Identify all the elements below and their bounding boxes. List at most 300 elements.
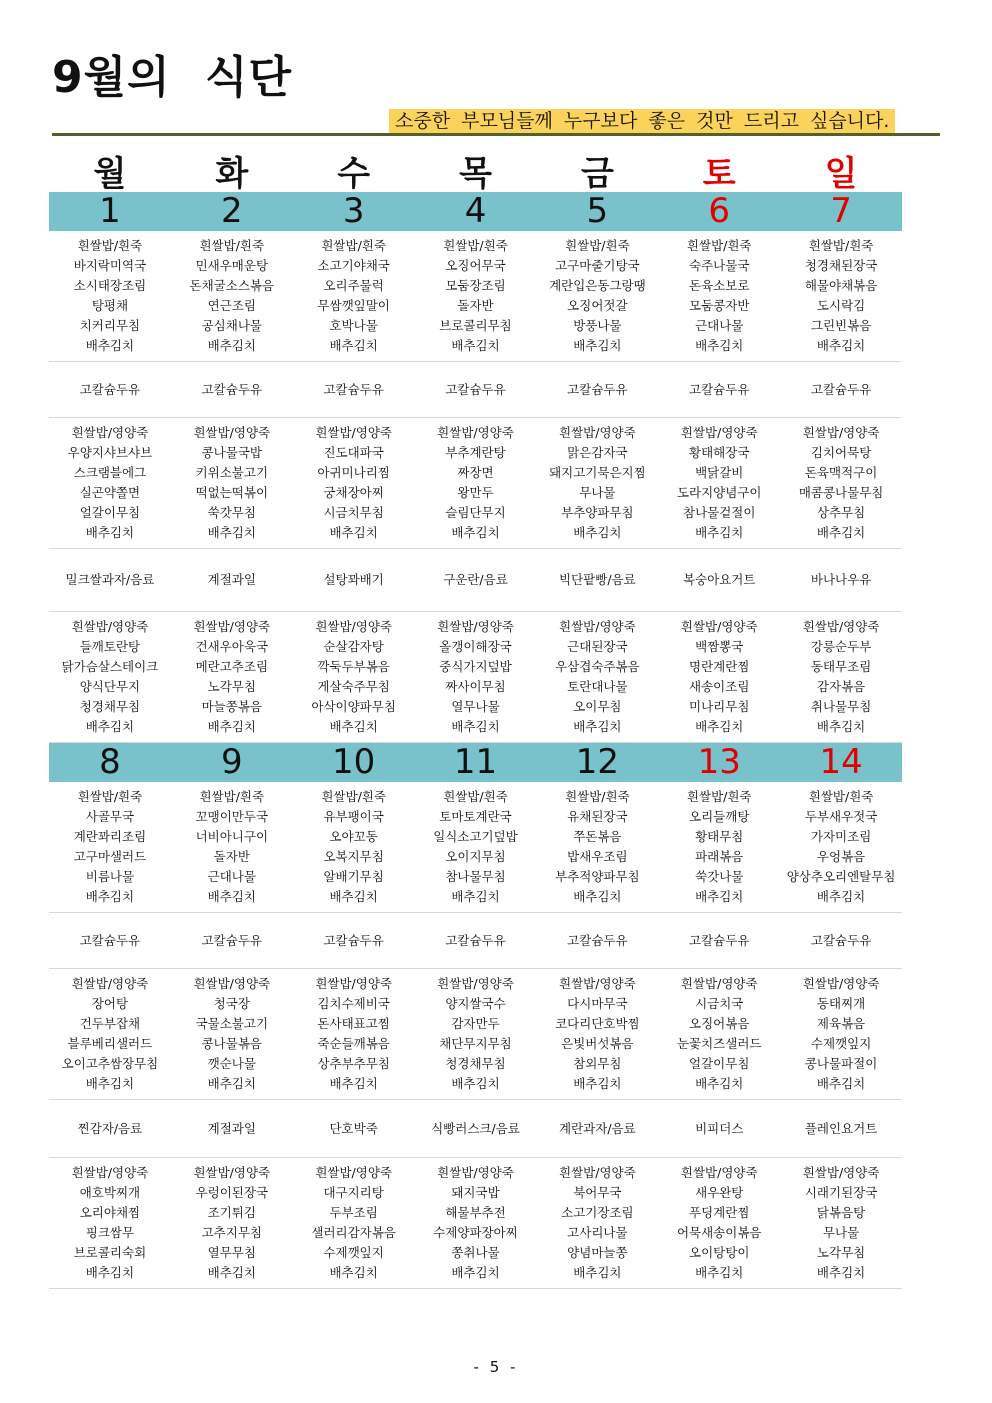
snack-cell: 고칼슘두유: [445, 932, 506, 948]
menu-item: 흰쌀밥/흰죽: [443, 238, 508, 253]
meal-cell: [536, 423, 658, 543]
menu-item: 메란고추조림: [195, 659, 269, 674]
menu-item: 오이고추쌈장무침: [61, 1056, 159, 1071]
meal-cell: [780, 617, 902, 737]
menu-item: 배추김치: [573, 525, 622, 540]
menu-item: 눈꽃치즈샐러드: [676, 1036, 762, 1051]
menu-item: 흰쌀밥/흰죽: [686, 238, 752, 253]
lunch-row: [49, 969, 902, 1100]
snack-cell: 고칼슘두유: [201, 381, 262, 397]
menu-item: 배추김치: [329, 338, 378, 353]
menu-item: 은빛버섯볶음: [561, 1036, 634, 1051]
menu-item: 양상추오리엔탈무침: [786, 869, 896, 884]
menu-item: 콩나물국밥: [201, 445, 262, 460]
meal-cell: [658, 1163, 780, 1283]
menu-item: 흰쌀밥/영양죽: [71, 425, 149, 440]
menu-item: 흰쌀밥/흰죽: [808, 789, 874, 804]
menu-item: 배추김치: [451, 1076, 500, 1091]
menu-item: 얼갈이무침: [79, 505, 141, 520]
menu-item: 흰쌀밥/영양죽: [193, 425, 271, 440]
menu-item: 푸딩계란찜: [689, 1205, 750, 1220]
menu-item: 슬림단무지: [445, 505, 506, 520]
menu-item: 근대나물: [207, 869, 256, 884]
meal-cell: [536, 617, 658, 737]
menu-item: 흰쌀밥/영양죽: [71, 976, 149, 991]
menu-item: 백짬뽕국: [695, 639, 744, 654]
meal-cell: [415, 617, 537, 737]
menu-item: 블루베리샐러드: [67, 1036, 153, 1051]
menu-item: 고추지무침: [201, 1225, 262, 1240]
menu-item: 흰쌀밥/영양죽: [71, 1165, 149, 1180]
date-number: 5: [586, 191, 609, 231]
menu-item: 흰쌀밥/영양죽: [802, 425, 880, 440]
menu-item: 공심채나물: [201, 318, 262, 333]
menu-item: 흰쌀밥/영양죽: [315, 425, 392, 440]
snack-cell: 바나나우유: [810, 572, 872, 587]
menu-item: 김치어묵탕: [810, 445, 872, 460]
dinner-row: [49, 1158, 902, 1289]
menu-item: 바지락미역국: [73, 258, 147, 273]
menu-item: 노각무침: [816, 1245, 866, 1260]
menu-item: 흰쌀밥/영양죽: [71, 619, 149, 634]
meal-cell: [415, 974, 537, 1094]
menu-item: 왕만두: [457, 485, 494, 500]
meal-cell: [171, 617, 293, 737]
meal-cell: [293, 1163, 415, 1283]
menu-item: 미나리무침: [689, 699, 750, 714]
menu-item: 돌자반: [213, 849, 250, 864]
breakfast-row: [49, 782, 902, 913]
menu-item: 꼬맹이만두국: [195, 809, 269, 824]
menu-item: 흰쌀밥/영양죽: [680, 425, 758, 440]
menu-item: 흰쌀밥/흰죽: [321, 789, 386, 804]
menu-item: 샐러리감자볶음: [311, 1225, 396, 1240]
menu-item: 매콤콩나물무침: [798, 485, 884, 500]
menu-item: 새송이조림: [689, 679, 750, 694]
menu-item: 민새우매운탕: [195, 258, 269, 273]
menu-item: 배추김치: [816, 1076, 866, 1091]
meal-cell: [415, 423, 537, 543]
menu-item: 흰쌀밥/영양죽: [315, 976, 392, 991]
menu-item: 쫑취나물: [451, 1245, 500, 1260]
menu-item: 배추김치: [451, 1265, 500, 1280]
weekday-mon: 월: [93, 153, 127, 194]
menu-item: 해물야채볶음: [804, 278, 878, 293]
snack-cell: 고칼슘두유: [445, 381, 506, 397]
meal-cell: [171, 1163, 293, 1283]
meal-cell: [536, 974, 658, 1094]
menu-item: 중식가지덮밥: [439, 659, 512, 674]
menu-item: 브로콜리숙회: [73, 1245, 147, 1260]
menu-item: 치커리무침: [79, 318, 141, 333]
date-number: 13: [697, 742, 741, 782]
date-number: 8: [99, 742, 121, 782]
menu-item: 코다리단호박찜: [555, 1016, 640, 1031]
menu-item: 아귀미나리찜: [317, 465, 390, 480]
weekday-fri: 금: [580, 153, 614, 194]
menu-item: 참나물겉절이: [683, 505, 756, 520]
meal-cell: [49, 1163, 171, 1283]
menu-item: 유부팽이국: [323, 809, 384, 824]
menu-item: 흰쌀밥/영양죽: [680, 1165, 758, 1180]
menu-item: 가자미조림: [810, 829, 872, 844]
menu-item: 실곤약쫄면: [79, 485, 141, 500]
snack-cell: 식빵러스크/음료: [431, 1120, 520, 1136]
menu-item: 돈육소보로: [689, 278, 750, 293]
menu-item: 동태무조림: [810, 659, 872, 674]
menu-item: 오리주물럭: [323, 278, 384, 293]
snack-cell: 밀크쌀과자/음료: [65, 572, 155, 587]
menu-item: 숙주나물국: [689, 258, 750, 273]
menu-item: 돼지국밥: [451, 1185, 500, 1200]
menu-item: 너비아니구이: [195, 829, 269, 844]
date-number: 2: [220, 191, 243, 231]
snack-cell: 고칼슘두유: [810, 381, 872, 397]
menu-item: 배추김치: [451, 525, 500, 540]
menu-item: 국물소불고기: [195, 1016, 269, 1031]
menu-item: 열무무침: [207, 1245, 256, 1260]
menu-item: 배추김치: [573, 1076, 622, 1091]
menu-item: 강릉순두부: [810, 639, 872, 654]
menu-item: 깻순나물: [207, 1056, 256, 1071]
menu-item: 알배기무침: [323, 869, 384, 884]
menu-item: 새우완탕: [695, 1185, 744, 1200]
menu-item: 돈사태표고찜: [317, 1016, 390, 1031]
menu-item: 건두부잡채: [79, 1016, 141, 1031]
menu-item: 노각무침: [207, 679, 256, 694]
meal-cell: [171, 236, 293, 356]
menu-item: 쭈돈볶음: [573, 829, 622, 844]
menu-item: 모둠장조림: [445, 278, 506, 293]
menu-item: 흰쌀밥/영양죽: [802, 976, 880, 991]
meal-cell: [415, 236, 537, 356]
meal-cell: [171, 974, 293, 1094]
menu-item: 황태무침: [695, 829, 744, 844]
menu-item: 근대나물: [695, 318, 744, 333]
menu-item: 무쌈깻잎말이: [317, 298, 390, 313]
menu-item: 흰쌀밥/흰죽: [199, 789, 265, 804]
menu-item: 소고기장조림: [561, 1205, 634, 1220]
menu-item: 오리들깨탕: [689, 809, 750, 824]
meal-cell: [536, 1163, 658, 1283]
meal-cell: [658, 974, 780, 1094]
menu-item: 흰쌀밥/영양죽: [802, 1165, 880, 1180]
menu-item: 흰쌀밥/영양죽: [315, 619, 392, 634]
snack-cell: 고칼슘두유: [567, 932, 628, 948]
menu-item: 배추김치: [695, 889, 744, 904]
menu-item: 배추김치: [207, 525, 256, 540]
date-number: 6: [708, 191, 731, 231]
menu-item: 쑥갓나물: [695, 869, 744, 884]
menu-item: 브로콜리무침: [439, 318, 512, 333]
menu-item: 아삭이양파무침: [311, 699, 396, 714]
menu-item: 핑크쌈무: [85, 1225, 135, 1240]
meal-cell: [780, 1163, 902, 1283]
date-number: 10: [332, 742, 376, 782]
menu-item: 돈육맥적구이: [804, 465, 878, 480]
meal-cell: [49, 974, 171, 1094]
menu-item: 배추김치: [695, 719, 744, 734]
menu-item: 배추김치: [451, 338, 500, 353]
meal-cell: [780, 974, 902, 1094]
menu-item: 백닭갈비: [695, 465, 744, 480]
weekday-sun: 일: [824, 153, 858, 194]
menu-item: 배추김치: [329, 1076, 378, 1091]
menu-item: 청국장: [213, 996, 250, 1011]
menu-item: 얼갈이무침: [689, 1056, 750, 1071]
date-number: 11: [453, 742, 498, 782]
menu-item: 수제깻잎지: [810, 1036, 872, 1051]
meal-cell: [780, 423, 902, 543]
menu-item: 애호박찌개: [79, 1185, 141, 1200]
menu-item: 방풍나물: [573, 318, 622, 333]
menu-item: 흰쌀밥/영양죽: [437, 619, 514, 634]
meal-cell: [49, 617, 171, 737]
menu-item: 배추김치: [695, 1076, 744, 1091]
menu-item: 배추김치: [695, 1265, 744, 1280]
menu-item: 배추김치: [329, 719, 378, 734]
menu-item: 배추김치: [695, 525, 744, 540]
menu-item: 배추김치: [573, 1265, 622, 1280]
menu-item: 배추김치: [207, 889, 256, 904]
menu-item: 조기튀김: [207, 1205, 256, 1220]
menu-item: 짜장면: [457, 465, 494, 480]
menu-item: 토란대나물: [567, 679, 628, 694]
menu-item: 참외무침: [573, 1056, 622, 1071]
menu-item: 흰쌀밥/영양죽: [193, 976, 271, 991]
snack-cell: 고칼슘두유: [79, 381, 141, 397]
menu-item: 상추무침: [816, 505, 866, 520]
meal-cell: [293, 617, 415, 737]
snack-cell: 계절과일: [207, 572, 256, 587]
meal-cell: [171, 787, 293, 907]
menu-item: 유채된장국: [567, 809, 628, 824]
menu-item: 배추김치: [85, 1265, 135, 1280]
menu-item: 닭볶음탕: [816, 1205, 866, 1220]
menu-item: 죽순들깨볶음: [317, 1036, 390, 1051]
menu-item: 어묵새송이볶음: [676, 1225, 762, 1240]
date-number: 1: [99, 191, 121, 231]
date-number: 3: [342, 191, 365, 231]
menu-item: 흰쌀밥/영양죽: [315, 1165, 392, 1180]
menu-item: 오복지무침: [323, 849, 384, 864]
date-number: 12: [575, 742, 619, 782]
menu-item: 토마토계란국: [439, 809, 512, 824]
menu-item: 제육볶음: [816, 1016, 866, 1031]
menu-item: 도라지양념구이: [676, 485, 762, 500]
menu-item: 부추계란탕: [445, 445, 506, 460]
snack-cell: 단호박죽: [329, 1120, 378, 1136]
page-title: 9월의 식단: [52, 52, 292, 103]
menu-item: 배추김치: [329, 525, 378, 540]
meal-cell: [49, 236, 171, 356]
menu-item: 흰쌀밥/흰죽: [565, 789, 630, 804]
menu-item: 흰쌀밥/영양죽: [680, 619, 758, 634]
lunch-row: [49, 418, 902, 549]
menu-item: 궁채장아찌: [323, 485, 384, 500]
menu-item: 배추김치: [816, 525, 866, 540]
menu-item: 배추김치: [816, 338, 866, 353]
snack-cell: 복숭아요거트: [683, 572, 756, 587]
menu-item: 대구지리탕: [323, 1185, 384, 1200]
menu-item: 연근조림: [207, 298, 256, 313]
menu-item: 양지쌀국수: [445, 996, 506, 1011]
snack-cell: 플레인요거트: [804, 1120, 878, 1136]
menu-item: 짜사이무침: [445, 679, 506, 694]
menu-item: 해물부추전: [445, 1205, 506, 1220]
page-number: - 5 -: [473, 1358, 519, 1376]
menu-item: 흰쌀밥/영양죽: [559, 425, 636, 440]
meal-cell: [658, 236, 780, 356]
menu-item: 감자볶음: [816, 679, 866, 694]
menu-item: 흰쌀밥/흰죽: [443, 789, 508, 804]
menu-item: 우삼겹숙주볶음: [555, 659, 640, 674]
menu-item: 배추김치: [207, 1265, 256, 1280]
menu-item: 순살감자탕: [323, 639, 384, 654]
meal-cell: [780, 236, 902, 356]
snack-cell: 구운란/음료: [443, 572, 508, 587]
meal-cell: [293, 423, 415, 543]
menu-item: 호박나물: [329, 318, 378, 333]
menu-item: 배추김치: [85, 1076, 135, 1091]
meal-cell: [293, 236, 415, 356]
snack-cell: 고칼슘두유: [689, 381, 750, 397]
menu-item: 흰쌀밥/영양죽: [437, 976, 514, 991]
menu-item: 배추김치: [207, 338, 256, 353]
menu-item: 들깨토란탕: [79, 639, 141, 654]
menu-item: 오징어무국: [445, 258, 506, 273]
meal-cell: [171, 423, 293, 543]
menu-item: 맑은감자국: [567, 445, 628, 460]
menu-item: 두부조림: [329, 1205, 378, 1220]
menu-item: 시금치국: [695, 996, 744, 1011]
menu-item: 흰쌀밥/흰죽: [199, 238, 265, 253]
meal-cell: [658, 423, 780, 543]
menu-item: 청경채무침: [79, 699, 141, 714]
menu-item: 오이지무침: [445, 849, 506, 864]
menu-item: 흰쌀밥/영양죽: [193, 1165, 271, 1180]
menu-item: 청경채된장국: [804, 258, 878, 273]
menu-item: 마늘쫑볶음: [201, 699, 262, 714]
menu-item: 수제양파장아찌: [433, 1225, 518, 1240]
menu-item: 흰쌀밥/흰죽: [77, 789, 143, 804]
date-band: [49, 743, 902, 782]
snack-cell: 찐감자/음료: [77, 1120, 143, 1136]
menu-item: 취나물무침: [810, 699, 872, 714]
meal-calendar: [49, 148, 902, 1289]
menu-item: 고구마샐러드: [73, 849, 147, 864]
date-number: 7: [830, 191, 852, 231]
weekday-tue: 화: [215, 153, 249, 194]
menu-item: 게살숙주무침: [317, 679, 390, 694]
menu-item: 열무나물: [451, 699, 500, 714]
menu-item: 돌자반: [457, 298, 494, 313]
menu-item: 오징어젓갈: [567, 298, 628, 313]
menu-item: 돼지고기묵은지찜: [549, 465, 646, 480]
menu-item: 참나물무침: [445, 869, 506, 884]
menu-item: 시금치무침: [323, 505, 384, 520]
meal-cell: [49, 787, 171, 907]
snack-cell: 비피더스: [695, 1120, 744, 1136]
snack-cell: 고칼슘두유: [79, 932, 141, 948]
slogan-banner: 소중한 부모님들께 누구보다 좋은 것만 드리고 싶습니다.: [389, 109, 895, 133]
weekday-header: [49, 148, 902, 192]
dinner-row: [49, 612, 902, 743]
menu-item: 키위소불고기: [195, 465, 269, 480]
menu-item: 진도대파국: [323, 445, 384, 460]
menu-item: 채단무지무침: [439, 1036, 512, 1051]
menu-item: 양식단무지: [79, 679, 141, 694]
menu-item: 일식소고기덮밥: [433, 829, 518, 844]
menu-item: 흰쌀밥/흰죽: [686, 789, 752, 804]
menu-item: 수제깻잎지: [323, 1245, 384, 1260]
meal-cell: [415, 1163, 537, 1283]
menu-item: 근대된장국: [567, 639, 628, 654]
menu-item: 명란계란찜: [689, 659, 750, 674]
menu-item: 흰쌀밥/영양죽: [437, 1165, 514, 1180]
menu-item: 오이탕탕이: [689, 1245, 750, 1260]
menu-item: 배추김치: [329, 1265, 378, 1280]
menu-item: 사골무국: [85, 809, 135, 824]
menu-item: 오징어볶음: [689, 1016, 750, 1031]
menu-item: 깍둑두부볶음: [317, 659, 390, 674]
menu-item: 파래볶음: [695, 849, 744, 864]
meal-cell: [536, 236, 658, 356]
menu-item: 배추김치: [573, 889, 622, 904]
menu-item: 배추김치: [451, 889, 500, 904]
menu-item: 오야꼬동: [329, 829, 378, 844]
menu-item: 시래기된장국: [804, 1185, 878, 1200]
menu-item: 흰쌀밥/영양죽: [559, 1165, 636, 1180]
menu-item: 건새우아욱국: [195, 639, 269, 654]
menu-item: 황태해장국: [689, 445, 750, 460]
menu-item: 우렁이된장국: [195, 1185, 269, 1200]
menu-item: 무나물: [579, 485, 616, 500]
menu-item: 도시락김: [816, 298, 866, 313]
menu-item: 오이무침: [573, 699, 622, 714]
menu-item: 배추김치: [207, 1076, 256, 1091]
menu-item: 흰쌀밥/영양죽: [802, 619, 880, 634]
snack-cell: 고칼슘두유: [689, 932, 750, 948]
menu-item: 비름나물: [85, 869, 135, 884]
snack2-row: [49, 549, 902, 612]
snack-cell: 고칼슘두유: [323, 381, 384, 397]
menu-item: 계란입은동그랑땡: [549, 278, 646, 293]
menu-item: 흰쌀밥/영양죽: [437, 425, 514, 440]
menu-item: 청경채무침: [445, 1056, 506, 1071]
meal-cell: [658, 787, 780, 907]
menu-item: 양념마늘쫑: [567, 1245, 628, 1260]
menu-item: 무나물: [822, 1225, 860, 1240]
weekday-sat: 토: [702, 153, 736, 194]
snack-cell: 고칼슘두유: [201, 932, 262, 948]
menu-item: 스크램블에그: [73, 465, 147, 480]
menu-item: 소고기야채국: [317, 258, 390, 273]
menu-item: 장어탕: [91, 996, 129, 1011]
menu-item: 감자만두: [451, 1016, 500, 1031]
menu-item: 동태찌개: [816, 996, 866, 1011]
menu-item: 떡없는떡볶이: [195, 485, 269, 500]
breakfast-row: [49, 231, 902, 362]
menu-item: 밥새우조림: [567, 849, 628, 864]
menu-item: 오리야채찜: [79, 1205, 141, 1220]
menu-item: 흰쌀밥/영양죽: [559, 976, 636, 991]
menu-item: 콩나물볶음: [201, 1036, 262, 1051]
snack-cell: 고칼슘두유: [567, 381, 628, 397]
meal-cell: [415, 787, 537, 907]
menu-item: 올갱이해장국: [439, 639, 512, 654]
snack-cell: 계절과일: [207, 1120, 256, 1136]
